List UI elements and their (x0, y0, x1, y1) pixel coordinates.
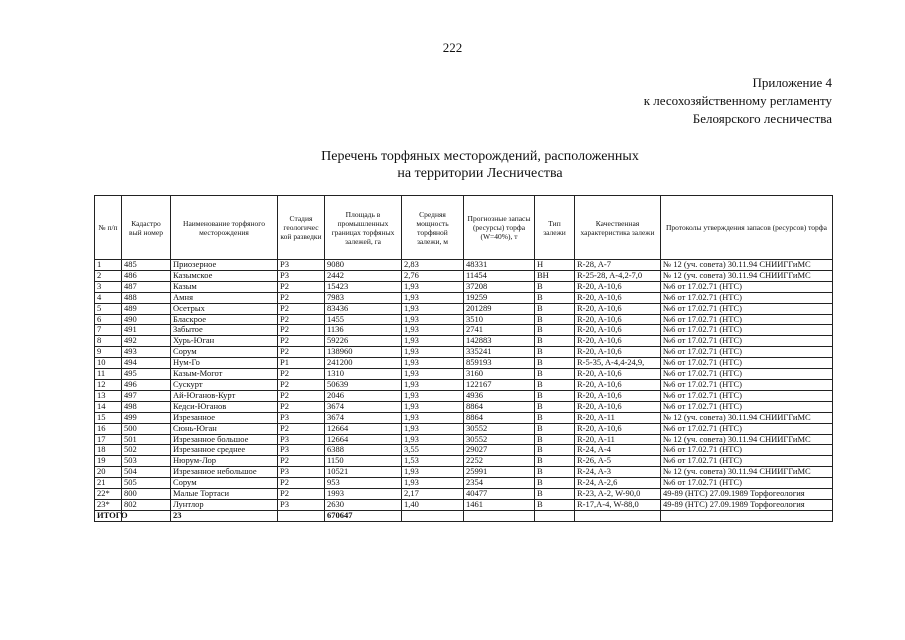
table-cell: В (535, 325, 575, 336)
total-count: 23 (171, 510, 278, 521)
table-cell: 2 (95, 270, 122, 281)
table-cell: 138960 (325, 347, 402, 358)
table-cell: 122167 (464, 379, 535, 390)
table-cell: №6 от 17.02.71 (НТС) (661, 401, 833, 412)
table-cell: Р2 (278, 325, 325, 336)
table-cell: 19 (95, 456, 122, 467)
table-row (95, 347, 833, 358)
table-cell: В (535, 489, 575, 500)
table-cell: 3510 (464, 314, 535, 325)
table-cell: 2,17 (402, 489, 464, 500)
table-cell: №6 от 17.02.71 (НТС) (661, 358, 833, 369)
table-cell: 50639 (325, 379, 402, 390)
total-empty-cell (575, 510, 661, 521)
table-cell: №6 от 17.02.71 (НТС) (661, 347, 833, 358)
table-cell: 503 (122, 456, 171, 467)
table-cell: Изрезанное большое (171, 434, 278, 445)
table-cell: Р3 (278, 270, 325, 281)
table-cell: № 12 (уч. совета) 30.11.94 СНИИГГиМС (661, 270, 833, 281)
table-cell: Р2 (278, 303, 325, 314)
table-cell: R-26, A-5 (575, 456, 661, 467)
table-cell: Нюрум-Лор (171, 456, 278, 467)
table-cell: 1,40 (402, 499, 464, 510)
table-row (95, 434, 833, 445)
table-cell: Ай-Юганов-Курт (171, 390, 278, 401)
table-cell: № 12 (уч. совета) 30.11.94 СНИИГГиМС (661, 412, 833, 423)
table-cell: Р2 (278, 336, 325, 347)
table-cell: 487 (122, 281, 171, 292)
table-cell: 1,93 (402, 292, 464, 303)
table-cell: №6 от 17.02.71 (НТС) (661, 445, 833, 456)
table-cell: Р2 (278, 347, 325, 358)
table-cell: №6 от 17.02.71 (НТС) (661, 303, 833, 314)
table-cell: R-20, A-10,6 (575, 347, 661, 358)
table-cell: 802 (122, 499, 171, 510)
table-cell: 8 (95, 336, 122, 347)
table-cell: В (535, 412, 575, 423)
table-cell: R-20, A-10,6 (575, 292, 661, 303)
table-cell: 37208 (464, 281, 535, 292)
table-total-row (95, 510, 833, 521)
table-cell: Р2 (278, 478, 325, 489)
table-row (95, 314, 833, 325)
table-cell: Р2 (278, 314, 325, 325)
table-cell: 1,93 (402, 478, 464, 489)
table-row (95, 369, 833, 380)
table-cell: 485 (122, 260, 171, 271)
table-row (95, 499, 833, 510)
column-header: Качественная характеристика залежи (575, 196, 661, 260)
table-row (95, 423, 833, 434)
table-cell: 2046 (325, 390, 402, 401)
table-row (95, 336, 833, 347)
table-cell: №6 от 17.02.71 (НТС) (661, 390, 833, 401)
table-cell: 3674 (325, 412, 402, 423)
table-cell: В (535, 292, 575, 303)
table-cell: 3,55 (402, 445, 464, 456)
table-cell: №6 от 17.02.71 (НТС) (661, 379, 833, 390)
table-cell: В (535, 303, 575, 314)
table-cell: 1,93 (402, 358, 464, 369)
table-header-row (95, 196, 833, 260)
table-cell: R-17,A-4, W-88,0 (575, 499, 661, 510)
total-empty-cell (278, 510, 325, 521)
table-cell: 1 (95, 260, 122, 271)
table-cell: В (535, 445, 575, 456)
table-cell: 7983 (325, 292, 402, 303)
table-cell: 1310 (325, 369, 402, 380)
table-cell: 2741 (464, 325, 535, 336)
table-cell: R-20, A-10,6 (575, 303, 661, 314)
table-cell: 29027 (464, 445, 535, 456)
table-cell: R-20, A-11 (575, 434, 661, 445)
column-header: Протоколы утверждения запасов (ресурсов) торфа (661, 196, 833, 260)
table-cell: В (535, 347, 575, 358)
table-cell: 490 (122, 314, 171, 325)
table-cell: 1461 (464, 499, 535, 510)
table-cell: R-20, A-10,6 (575, 314, 661, 325)
table-cell: Изрезанное (171, 412, 278, 423)
table-cell: 2630 (325, 499, 402, 510)
table-cell: 1455 (325, 314, 402, 325)
table-cell: 498 (122, 401, 171, 412)
table-cell: Р2 (278, 456, 325, 467)
total-area: 670647 (325, 510, 402, 521)
table-cell: 10 (95, 358, 122, 369)
table-cell: 501 (122, 434, 171, 445)
table-cell: 14 (95, 401, 122, 412)
table-cell: №6 от 17.02.71 (НТС) (661, 369, 833, 380)
table-cell: В (535, 314, 575, 325)
table-cell: 1,93 (402, 379, 464, 390)
table-cell: 2354 (464, 478, 535, 489)
table-cell: Казым (171, 281, 278, 292)
table-cell: 488 (122, 292, 171, 303)
table-cell: 30552 (464, 434, 535, 445)
table-cell: R-20, A-11 (575, 412, 661, 423)
table-cell: 9 (95, 347, 122, 358)
column-header: Средняя мощность торфяной залежи, м (402, 196, 464, 260)
table-cell: 4936 (464, 390, 535, 401)
table-cell: 1,93 (402, 325, 464, 336)
table-cell: №6 от 17.02.71 (НТС) (661, 314, 833, 325)
table-cell: R-24, A-2,6 (575, 478, 661, 489)
table-cell: 17 (95, 434, 122, 445)
table-cell: 1150 (325, 456, 402, 467)
appendix-caption (644, 74, 832, 128)
table-cell: 2442 (325, 270, 402, 281)
table-cell: Р3 (278, 412, 325, 423)
table-cell: 6 (95, 314, 122, 325)
table-cell: №6 от 17.02.71 (НТС) (661, 423, 833, 434)
table-cell: R-24, A-4 (575, 445, 661, 456)
total-empty-cell (122, 510, 171, 521)
table-cell: 8864 (464, 412, 535, 423)
table-cell: 1,93 (402, 336, 464, 347)
table-cell: 1,93 (402, 390, 464, 401)
table-cell: 25991 (464, 467, 535, 478)
table-cell: В (535, 456, 575, 467)
table-cell: 1993 (325, 489, 402, 500)
table-cell: 16 (95, 423, 122, 434)
table-row (95, 260, 833, 271)
table-cell: 59226 (325, 336, 402, 347)
table-cell: Р3 (278, 260, 325, 271)
table-row (95, 401, 833, 412)
table-cell: R-20, A-10,6 (575, 423, 661, 434)
table-row (95, 456, 833, 467)
table-row (95, 325, 833, 336)
table-cell: Лунтлор (171, 499, 278, 510)
table-row (95, 270, 833, 281)
table-cell: Малые Тортаси (171, 489, 278, 500)
table-cell: Р2 (278, 390, 325, 401)
table-cell: 23* (95, 499, 122, 510)
total-empty-cell (402, 510, 464, 521)
table-cell: В (535, 499, 575, 510)
total-label: ИТОГО (95, 510, 122, 521)
table-body (95, 260, 833, 511)
table-cell: 505 (122, 478, 171, 489)
table-row (95, 390, 833, 401)
table-cell: Р2 (278, 423, 325, 434)
table-cell: В (535, 467, 575, 478)
table-cell: 495 (122, 369, 171, 380)
table-row (95, 281, 833, 292)
column-header: Прогнозные запасы (ресурсы) торфа (W=40%), т (464, 196, 535, 260)
table-cell: 142883 (464, 336, 535, 347)
table-cell: Р2 (278, 379, 325, 390)
table-cell: №6 от 17.02.71 (НТС) (661, 292, 833, 303)
table-cell: 49-89 (НТС) 27.09.1989 Торфогеология (661, 499, 833, 510)
table-cell: 3 (95, 281, 122, 292)
table-cell: №6 от 17.02.71 (НТС) (661, 336, 833, 347)
table-cell: В (535, 423, 575, 434)
table-cell: R-20, A-10,6 (575, 281, 661, 292)
total-empty-cell (661, 510, 833, 521)
document-title-line-2: на территории Лесничества (397, 166, 563, 181)
table-cell: Р2 (278, 369, 325, 380)
table-cell: 1,93 (402, 347, 464, 358)
table-cell: Р2 (278, 489, 325, 500)
table-cell: 241200 (325, 358, 402, 369)
table-cell: Бласкрое (171, 314, 278, 325)
table-cell: 7 (95, 325, 122, 336)
table-cell: Р2 (278, 292, 325, 303)
table-cell: R-20, A-10,6 (575, 401, 661, 412)
table-cell: 1,93 (402, 467, 464, 478)
table-cell: 1,93 (402, 369, 464, 380)
table-cell: Изрезанное среднее (171, 445, 278, 456)
column-header: Тип залежи (535, 196, 575, 260)
table-cell: 2,76 (402, 270, 464, 281)
table-cell: 18 (95, 445, 122, 456)
table-cell: R-20, A-10,6 (575, 325, 661, 336)
table-cell: 3160 (464, 369, 535, 380)
table-cell: Р3 (278, 434, 325, 445)
total-empty-cell (535, 510, 575, 521)
table-cell: 15 (95, 412, 122, 423)
table-cell: В (535, 281, 575, 292)
table-cell: 21 (95, 478, 122, 489)
table-cell: R-25-28, A-4,2-7,0 (575, 270, 661, 281)
table-cell: Р3 (278, 499, 325, 510)
table-cell: В (535, 379, 575, 390)
table-cell: 504 (122, 467, 171, 478)
total-empty-cell (464, 510, 535, 521)
table-cell: 1,93 (402, 423, 464, 434)
page-number: 222 (442, 40, 463, 55)
table-cell: Сускурт (171, 379, 278, 390)
table-cell: 1,53 (402, 456, 464, 467)
table-cell: Казымское (171, 270, 278, 281)
table-cell: В (535, 390, 575, 401)
table-cell: Нум-Го (171, 358, 278, 369)
document-title (220, 148, 740, 182)
table-cell: 3674 (325, 401, 402, 412)
table-cell: Р2 (278, 401, 325, 412)
table-cell: № 12 (уч. совета) 30.11.94 СНИИГГиМС (661, 434, 833, 445)
table-cell: 496 (122, 379, 171, 390)
table-cell: 494 (122, 358, 171, 369)
table-cell: Р3 (278, 467, 325, 478)
table-cell: 83436 (325, 303, 402, 314)
table-cell: Р2 (278, 281, 325, 292)
table-cell: 800 (122, 489, 171, 500)
table-cell: 20 (95, 467, 122, 478)
table-cell: 2,83 (402, 260, 464, 271)
table-cell: В (535, 434, 575, 445)
table-cell: R-28, A-7 (575, 260, 661, 271)
appendix-line-1: Приложение 4 (752, 75, 832, 90)
table-cell: 1,93 (402, 412, 464, 423)
table-cell: 486 (122, 270, 171, 281)
table-cell: 11 (95, 369, 122, 380)
table-cell: Сорум (171, 347, 278, 358)
table-cell: Хурь-Юган (171, 336, 278, 347)
table-cell: №6 от 17.02.71 (НТС) (661, 456, 833, 467)
table-cell: 30552 (464, 423, 535, 434)
table-cell: 335241 (464, 347, 535, 358)
table-cell: 49-89 (НТС) 27.09.1989 Торфогеология (661, 489, 833, 500)
table-cell: Изрезанное небольшое (171, 467, 278, 478)
table-cell: R-20, A-10,6 (575, 390, 661, 401)
table-cell: 22* (95, 489, 122, 500)
table-cell: 19259 (464, 292, 535, 303)
table-cell: Приозерное (171, 260, 278, 271)
table-cell: №6 от 17.02.71 (НТС) (661, 478, 833, 489)
table-cell: №6 от 17.02.71 (НТС) (661, 325, 833, 336)
table-cell: 12664 (325, 434, 402, 445)
table-cell: 489 (122, 303, 171, 314)
table-cell: 11454 (464, 270, 535, 281)
table-cell: № 12 (уч. совета) 30.11.94 СНИИГГиМС (661, 467, 833, 478)
table-cell: В (535, 478, 575, 489)
table-cell: R-20, A-10,6 (575, 336, 661, 347)
table-cell: Амня (171, 292, 278, 303)
table-cell: № 12 (уч. совета) 30.11.94 СНИИГГиМС (661, 260, 833, 271)
table-cell: 12664 (325, 423, 402, 434)
table-cell: 13 (95, 390, 122, 401)
table-row (95, 412, 833, 423)
table-cell: 201289 (464, 303, 535, 314)
table-row (95, 489, 833, 500)
table-cell: 8864 (464, 401, 535, 412)
table-cell: 4 (95, 292, 122, 303)
table-cell: 48331 (464, 260, 535, 271)
table-cell: Сорум (171, 478, 278, 489)
column-header: Наименование торфяного месторождения (171, 196, 278, 260)
table-cell: 497 (122, 390, 171, 401)
table-cell: R-20, A-10,6 (575, 369, 661, 380)
table-cell: 15423 (325, 281, 402, 292)
table-cell: R-5-35, A-4,4-24,9, (575, 358, 661, 369)
table-cell: 12 (95, 379, 122, 390)
table-cell: Н (535, 260, 575, 271)
table-row (95, 478, 833, 489)
column-header: Стадия геологичес кой разведки (278, 196, 325, 260)
table-cell: 1136 (325, 325, 402, 336)
table-cell: 5 (95, 303, 122, 314)
appendix-line-3: Белоярского лесничества (692, 111, 832, 126)
table-cell: В (535, 336, 575, 347)
table-cell: Р3 (278, 445, 325, 456)
table-row (95, 292, 833, 303)
table-cell: В (535, 369, 575, 380)
table-cell: 10521 (325, 467, 402, 478)
column-header: № п/п (95, 196, 122, 260)
table-row (95, 379, 833, 390)
table-cell: 1,93 (402, 281, 464, 292)
peat-deposits-table (94, 195, 833, 522)
table-cell: 1,93 (402, 303, 464, 314)
table-cell: Р1 (278, 358, 325, 369)
table-cell: 1,93 (402, 314, 464, 325)
table-cell: Сюнь-Юган (171, 423, 278, 434)
table-cell: 502 (122, 445, 171, 456)
column-header: Площадь в промышленных границах торфяных залежей, га (325, 196, 402, 260)
table-cell: R-20, A-10,6 (575, 379, 661, 390)
table-cell: 953 (325, 478, 402, 489)
table-cell: В (535, 358, 575, 369)
table-row (95, 445, 833, 456)
appendix-line-2: к лесохозяйственному регламенту (643, 93, 832, 108)
table-cell: R-23, A-2, W-90,0 (575, 489, 661, 500)
table-cell: В (535, 401, 575, 412)
table-cell: 40477 (464, 489, 535, 500)
table-cell: 1,93 (402, 434, 464, 445)
table-row (95, 358, 833, 369)
column-header: Кадастро вый номер (122, 196, 171, 260)
document-title-line-1: Перечень торфяных месторождений, расположенных (321, 149, 639, 164)
table-cell: Забытое (171, 325, 278, 336)
table-cell: 491 (122, 325, 171, 336)
table-cell: 1,93 (402, 401, 464, 412)
table-cell: Казым-Могот (171, 369, 278, 380)
table-row (95, 303, 833, 314)
table-cell: 2252 (464, 456, 535, 467)
table-cell: №6 от 17.02.71 (НТС) (661, 281, 833, 292)
table-cell: 493 (122, 347, 171, 358)
table-cell: Кедси-Юганов (171, 401, 278, 412)
table-cell: 499 (122, 412, 171, 423)
table-cell: 492 (122, 336, 171, 347)
table-cell: 9080 (325, 260, 402, 271)
table-cell: 6388 (325, 445, 402, 456)
table-row (95, 467, 833, 478)
table-cell: ВН (535, 270, 575, 281)
table-cell: R-24, A-3 (575, 467, 661, 478)
table-cell: 500 (122, 423, 171, 434)
table-cell: 859193 (464, 358, 535, 369)
table-cell: Осетрых (171, 303, 278, 314)
